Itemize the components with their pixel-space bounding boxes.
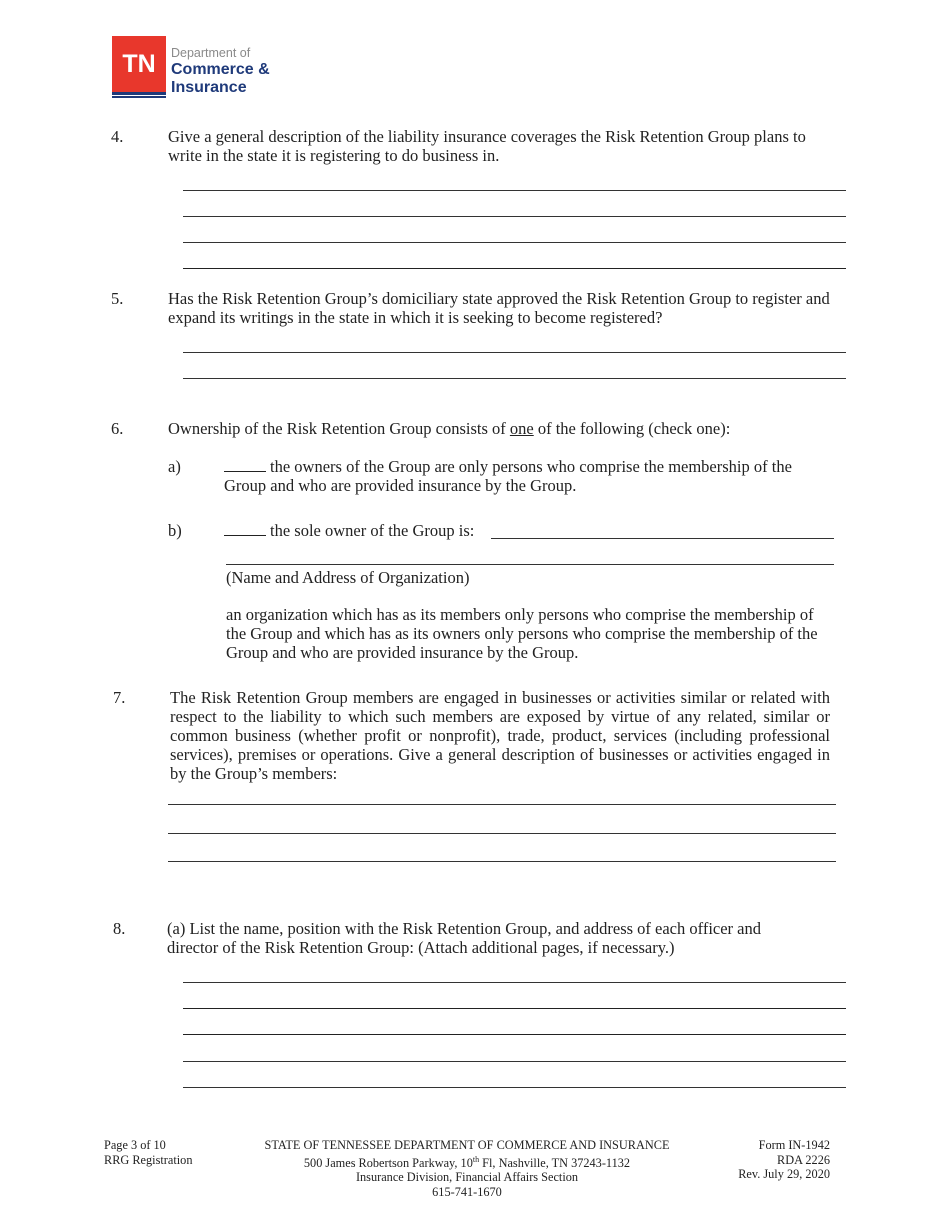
question-6-text-after: of the following (check one):: [533, 419, 731, 438]
rda-number: RDA 2226: [777, 1152, 830, 1167]
phone-number: 615-741-1670: [432, 1184, 502, 1199]
footer-right: [738, 1138, 830, 1182]
question-6-text: [168, 419, 836, 438]
option-a-label: a): [168, 457, 181, 476]
page-number: Page 3 of 10: [104, 1138, 166, 1152]
question-6-number: 6.: [111, 419, 124, 438]
answer-line[interactable]: [168, 804, 836, 805]
division-name: Insurance Division, Financial Affairs Section: [355, 1170, 579, 1185]
answer-line[interactable]: [183, 352, 846, 353]
footer-center: [247, 1138, 687, 1199]
question-7-number: 7.: [113, 688, 126, 707]
option-b-description: an organization which has as its members only persons who comprise the membership of the Group and which has as its owners only persons who comprise the membership of the Group and who are provided insurance by the Group.: [226, 605, 818, 662]
answer-line[interactable]: [183, 378, 846, 379]
question-4-text: Give a general description of the liability insurance coverages the Risk Retention Group plans to write in the state it is registering to do business in.: [168, 127, 806, 165]
address-part: 500 James Robertson Parkway, 10: [303, 1155, 473, 1170]
question-4-number: 4.: [111, 127, 124, 146]
option-a-text: the owners of the Group are only persons who comprise the membership of the Group and who are provided insurance by the Group.: [224, 457, 792, 495]
footer-left: [104, 1138, 192, 1167]
question-5-number: 5.: [111, 289, 124, 308]
answer-line[interactable]: [183, 982, 846, 983]
option-b-caption: (Name and Address of Organization): [226, 568, 470, 587]
option-b-text: the sole owner of the Group is:: [270, 521, 475, 540]
revision-date: Rev. July 29, 2020: [738, 1167, 830, 1181]
tn-badge: TN: [112, 36, 166, 92]
answer-line[interactable]: [183, 268, 846, 269]
agency-name: STATE OF TENNESSEE DEPARTMENT OF COMMERCE AND INSURANCE: [264, 1138, 670, 1152]
logo-department-name: [171, 61, 270, 97]
option-b: [224, 521, 474, 540]
option-b-checkbox-blank[interactable]: [224, 521, 266, 536]
option-b-label: b): [168, 521, 182, 540]
form-id: Form IN-1942: [758, 1138, 830, 1152]
answer-line[interactable]: [183, 1087, 846, 1088]
logo-department-prefix: Department of: [171, 46, 251, 60]
logo-line1: Commerce &: [171, 61, 270, 78]
form-name: RRG Registration: [104, 1152, 193, 1167]
answer-line[interactable]: [183, 190, 846, 191]
question-7-text: The Risk Retention Group members are engaged in businesses or activities similar or related with respect to the liability to which such members are exposed by virtue of any related, similar or common business (whether profit or nonprofit), trade, product, services (including professional services), premises or operations. Give a general description of businesses or activities engaged in by the Group’s members:: [170, 688, 830, 783]
address-part: Fl, Nashville, TN 37243-1132: [479, 1155, 631, 1170]
answer-line[interactable]: [183, 1061, 846, 1062]
address-superscript: th: [472, 1154, 480, 1164]
answer-line[interactable]: [183, 1034, 846, 1035]
logo-underline: [112, 92, 166, 95]
option-a-checkbox-blank[interactable]: [224, 457, 266, 472]
answer-line[interactable]: [183, 216, 846, 217]
answer-line[interactable]: [183, 1008, 846, 1009]
sole-owner-name-field[interactable]: [491, 538, 834, 539]
option-a: [224, 457, 824, 495]
question-6-emphasis: one: [509, 419, 534, 438]
question-5-text: Has the Risk Retention Group’s domiciliary state approved the Risk Retention Group to register and expand its writings in the state in which it is seeking to become registered?: [168, 289, 830, 327]
sole-owner-address-field[interactable]: [226, 564, 834, 565]
agency-address: [247, 1153, 687, 1171]
question-8-text: (a) List the name, position with the Risk Retention Group, and address of each officer and director of the Risk Retention Group: (Attach additional pages, if necessary.): [167, 919, 761, 957]
answer-line[interactable]: [168, 861, 836, 862]
answer-line[interactable]: [168, 833, 836, 834]
question-6-text-before: Ownership of the Risk Retention Group consists of: [168, 419, 510, 438]
question-8-number: 8.: [113, 919, 126, 938]
logo-underline-2: [112, 96, 166, 98]
answer-line[interactable]: [183, 242, 846, 243]
logo-line2: Insurance: [171, 79, 247, 96]
